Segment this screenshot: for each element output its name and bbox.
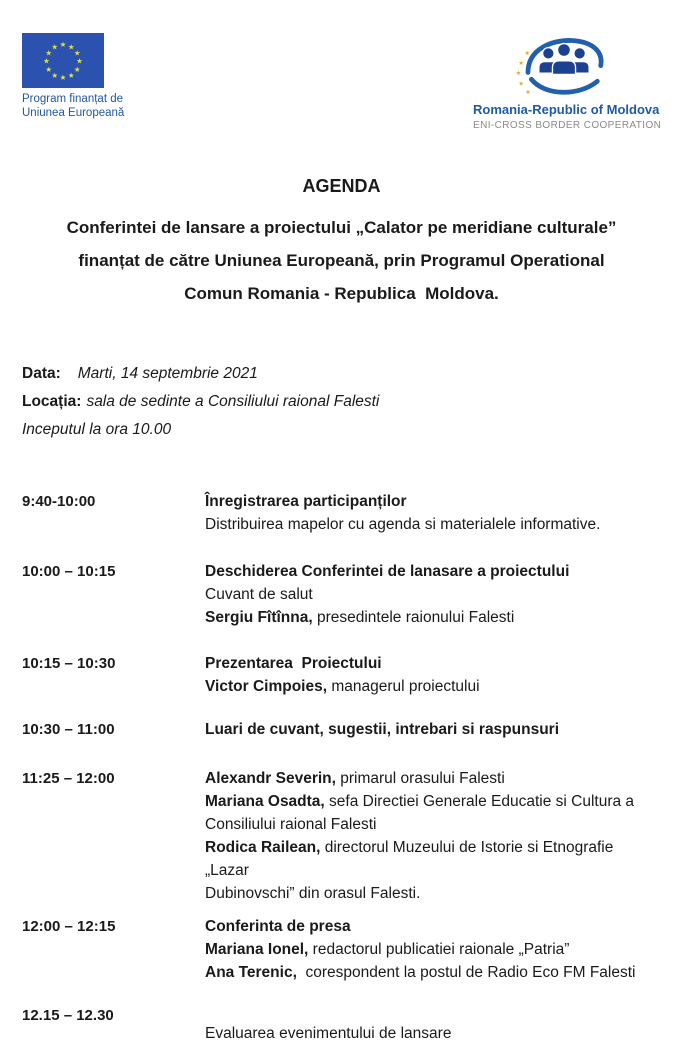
subtitle-line: Comun Romania - Republica Moldova. (184, 284, 499, 303)
agenda-details (205, 915, 661, 984)
agenda-time: 10:00 – 10:15 (22, 563, 116, 580)
agenda-text: primarul orasului Falesti (335, 770, 505, 787)
agenda-line (205, 767, 661, 790)
agenda-text-bold: Rodica Railean, (205, 839, 321, 856)
agenda-text: Evaluarea evenimentului de lansare (205, 1025, 452, 1042)
svg-text:★: ★ (525, 89, 531, 97)
agenda-line (205, 675, 661, 698)
agenda-line (205, 560, 661, 583)
info-label: Locația: (22, 393, 82, 410)
agenda-time: 12:00 – 12:15 (22, 918, 116, 935)
agenda-text: redactorul publicatiei raionale „Patria” (308, 941, 570, 958)
agenda-text-bold: Deschiderea Conferintei de lanasare a proiectului (205, 563, 570, 580)
eu-caption-line2: Uniunea Europeană (22, 107, 125, 119)
agenda-line (205, 606, 661, 629)
document-subtitle (22, 211, 661, 310)
info-value: Inceputul la ora 10.00 (22, 421, 172, 438)
agenda-text-bold: Luari de cuvant, sugestii, intrebari si raspunsuri (205, 721, 560, 738)
agenda-row (22, 767, 661, 905)
agenda-line (205, 938, 661, 961)
agenda-line (205, 1022, 661, 1045)
eu-star-icon: ★ (59, 40, 67, 50)
eu-star-icon: ★ (59, 73, 67, 83)
agenda-line (205, 513, 661, 536)
agenda-text: presedintele raionului Falesti (312, 609, 515, 626)
agenda-row (22, 560, 661, 629)
eu-flag-icon (22, 33, 104, 88)
agenda-line (205, 836, 661, 882)
eu-star-icon: ★ (51, 71, 59, 80)
agenda-line (205, 915, 661, 938)
agenda-text-bold: Prezentarea Proiectului (205, 655, 382, 672)
eu-star-icon: ★ (43, 56, 50, 66)
eu-star-icon: ★ (51, 42, 59, 52)
agenda-row (22, 490, 661, 536)
agenda-text: sefa Directiei Generale Educatie si Cultura a (324, 793, 635, 810)
agenda-text-bold: Ana Terenic, (205, 964, 297, 981)
agenda-text: corespondent la postul de Radio Eco FM Falesti (296, 964, 636, 981)
agenda-time: 9:40-10:00 (22, 493, 96, 510)
agenda-details (205, 490, 661, 536)
eu-caption-line1: Program finanțat de (22, 93, 124, 105)
agenda-text-bold: Mariana Osadta, (205, 793, 325, 810)
agenda-schedule (22, 490, 661, 1045)
agenda-details (205, 560, 661, 629)
agenda-text-bold: Înregistrarea participanților (205, 493, 407, 510)
event-info (22, 360, 661, 444)
agenda-details (205, 718, 661, 741)
agenda-time: 11:25 – 12:00 (22, 770, 115, 787)
agenda-text-bold: Alexandr Severin, (205, 770, 336, 787)
program-logo (473, 33, 662, 131)
agenda-line (205, 790, 661, 813)
eu-star-icon: ★ (67, 42, 75, 52)
info-row (22, 360, 661, 388)
agenda-row (22, 718, 661, 741)
agenda-time: 10:30 – 11:00 (22, 721, 115, 738)
agenda-line (205, 961, 661, 984)
agenda-row (22, 652, 661, 698)
svg-text:★: ★ (524, 49, 531, 57)
agenda-text: managerul proiectului (327, 678, 480, 695)
agenda-text: Distribuirea mapelor cu agenda si materialele informative. (205, 516, 601, 533)
eu-star-icon: ★ (76, 56, 83, 66)
agenda-line (205, 718, 661, 741)
agenda-text: Consiliului raional Falesti (205, 816, 377, 833)
svg-text:★: ★ (515, 70, 522, 78)
info-value: sala de sedinte a Consiliului raional Falesti (86, 393, 380, 410)
program-logo-graphic (513, 33, 615, 101)
agenda-time: 10:15 – 10:30 (22, 655, 116, 672)
agenda-details (205, 767, 661, 905)
subtitle-line: finanțat de către Uniunea Europeană, prin Programul Operational (78, 251, 605, 270)
document-header (22, 33, 662, 131)
agenda-text: Cuvant de salut (205, 586, 313, 603)
agenda-row (22, 1004, 661, 1045)
eu-star-icon: ★ (45, 65, 53, 74)
agenda-line (205, 490, 661, 513)
agenda-time: 12.15 – 12.30 (22, 1007, 114, 1024)
info-label: Data: (22, 365, 61, 382)
eu-funding-logo (22, 33, 162, 120)
eu-star-icon: ★ (67, 71, 75, 80)
program-logo-title: Romania-Republic of Moldova (473, 102, 660, 117)
info-value: Marti, 14 septembrie 2021 (77, 365, 258, 382)
agenda-details (205, 1004, 661, 1045)
agenda-line (205, 583, 661, 606)
eu-star-icon: ★ (73, 65, 81, 74)
agenda-line (205, 882, 661, 905)
agenda-line (205, 813, 661, 836)
subtitle-line: Conferintei de lansare a proiectului „Calator pe meridiane culturale” (66, 218, 617, 237)
page-title: AGENDA (302, 176, 381, 196)
info-row (22, 416, 661, 444)
svg-text:★: ★ (518, 80, 524, 88)
eu-logo-caption (22, 92, 162, 120)
program-logo-subtitle: ENI-CROSS BORDER COOPERATION (473, 120, 662, 131)
agenda-text-bold: Conferinta de presa (205, 918, 351, 935)
agenda-details (205, 652, 661, 698)
agenda-text-bold: Mariana Ionel, (205, 941, 309, 958)
eu-star-icon: ★ (45, 48, 53, 58)
eu-star-icon: ★ (73, 48, 81, 58)
svg-text:★: ★ (518, 59, 524, 67)
agenda-row (22, 915, 661, 984)
info-row (22, 388, 661, 416)
agenda-text-bold: Victor Cimpoies, (205, 678, 328, 695)
agenda-text-bold: Sergiu Fîtînna, (205, 609, 313, 626)
agenda-text: directorul Muzeului de Istorie si Etnografie „Lazar (205, 839, 618, 879)
agenda-line (205, 652, 661, 675)
agenda-text: Dubinovschi” din orasul Falesti. (205, 885, 421, 902)
